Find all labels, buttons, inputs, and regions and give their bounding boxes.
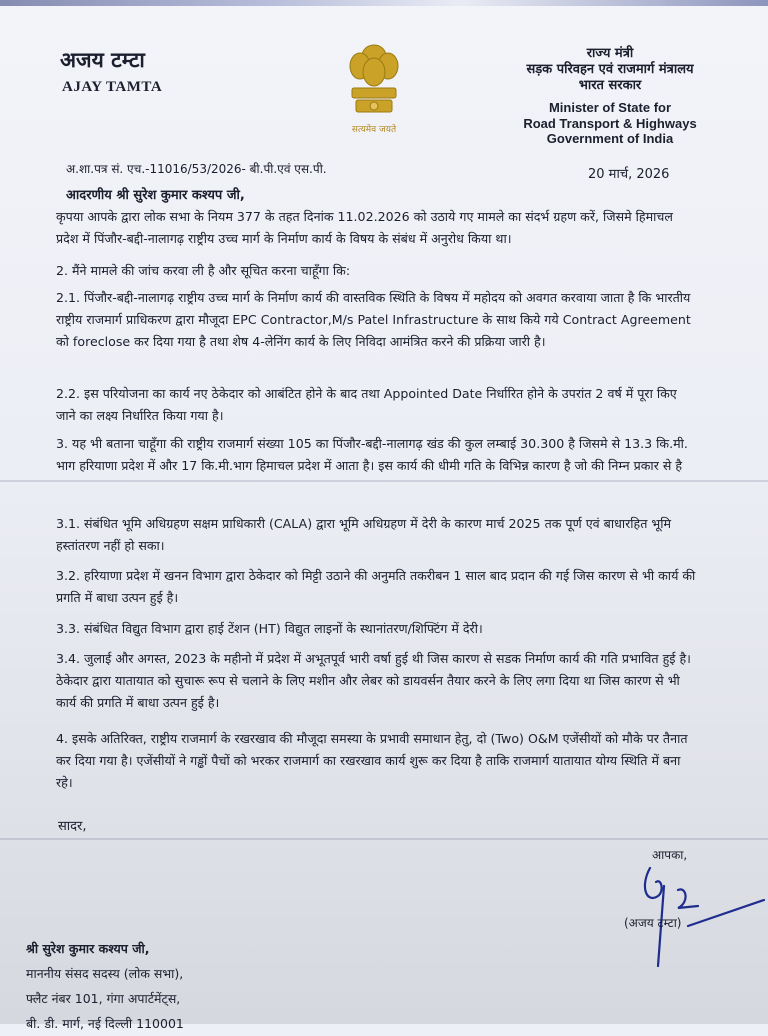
closing: सादर, [58,819,87,834]
paragraph-3-3: 3.3. संबंधित विद्युत विभाग द्वारा हाई टेंशन (HT) विद्युत लाइनों के स्थानांतरण/शिफ्टिंग में देरी। [56,621,483,636]
emblem-caption: सत्यमेव जयते [351,125,397,135]
yours-line: आपका, [652,848,688,862]
paragraph-3-2: 3.2. हरियाणा प्रदेश में खनन विभाग द्वारा ठेकेदार को मिट्टी उठाने की अनुमति तकरीबन 1 साल बाद प्रदान की गई जिस कारण से भी कार्य की प्रगति में बाधा उत्पन हुई है। [56,568,696,605]
minister-name-english: AJAY TAMTA [62,79,163,95]
designation-line: Government of India [546,131,674,146]
designation-line: सड़क परिवहन एवं राजमार्ग मंत्रालय [526,62,694,77]
designation-line: Minister of State for [548,100,672,115]
paragraph-2-2: 2.2. इस परियोजना का कार्य नए ठेकेदार को आबंटित होने के बाद तथा Appointed Date निर्धारित होने के उपरांत 2 वर्ष में पूरा किए जाने का लक्ष्य निर्धारित किया गया है। [56,386,677,423]
salutation: आदरणीय श्री सुरेश कुमार कश्यप जी, [66,188,245,203]
paragraph-3-4: 3.4. जुलाई और अगस्त, 2023 के महीनो में प्रदेश में अभूतपूर्व भारी वर्षा हुई थी जिस कारण से सडक निर्माण कार्य की गति प्रभावित हुई है। ठेकेदार द्वारा यातायात को सुचारू रूप से चलाने के लिए मशीन और लेबर को डायवर्सन तैयार करने के लिए लगा दिया था जिस कारण से भी कार्य की प्रगति में बाधा उत्पन हुई है। [56,651,691,710]
fold-line [0,480,768,482]
designation-line: Road Transport & Highways [523,115,697,131]
paragraph-3-1: 3.1. संबंधित भूमि अधिग्रहण सक्षम प्राधिकारी (CALA) द्वारा भूमि अधिग्रहण में देरी के कारण मार्च 2025 तक पूर्ण एवं बाधारहित भूमि हस्तांतरण नहीं हो सका। [56,516,672,553]
designation-line: राज्य मंत्री [586,46,634,61]
letter-date: 20 मार्च, 2026 [588,167,670,182]
minister-name-hindi: अजय टम्टा [60,48,145,72]
paragraph-3: 3. यह भी बताना चाहूँगा की राष्ट्रीय राजमार्ग संख्या 105 का पिंजौर-बद्दी-नालागढ़ खंड की कुल लम्बाई 30.300 है जिसमे से 13.3 कि.मी. भाग हरियाणा प्रदेश में और 17 कि.मी.भाग हिमाचल प्रदेश में आता है। इस कार्य की धीमी गति के विभिन्न कारण है जो की निम्न प्रकार से है [56,436,688,473]
addressee-line: फ्लैट नंबर 101, गंगा अपार्टमेंट्स, [26,991,181,1006]
addressee-line: बी. डी. मार्ग, नई दिल्ली 110001 [26,1016,184,1031]
addressee-name: श्री सुरेश कुमार कश्यप जी, [26,941,150,956]
signatory-name: (अजय टम्टा) [624,916,682,930]
paragraph-2-1: 2.1. पिंजौर-बद्दी-नालागढ़ राष्ट्रीय उच्च मार्ग के निर्माण कार्य की वास्तविक स्थिति के विषय में महोदय को अवगत करवाया जाता है कि भारतीय राष्ट्रीय राजमार्ग प्राधिकरण द्वारा मौजूदा EPC Contractor,M/s Patel Infrastructure के साथ किये गये Contract Agreement को foreclose कर दिया गया है तथा शेष 4-लेनिंग कार्य के लिए निविदा आमंत्रित करने की प्रक्रिया जारी है। [56,290,691,349]
paragraph-4: 4. इसके अतिरिक्त, राष्ट्रीय राजमार्ग के रखरखाव की मौजूदा समस्या के प्रभावी समाधान हेतु, दो (Two) O&M एजेंसीयों को मौके पर तैनात कर दिया गया है। एजेंसीयों ने गड्ढों पैचों को भरकर राजमार्ग का रखरखाव कार्य शुरू कर दिया है ताकि राजमार्ग यातायात योग्य स्थिति में बना रहे। [56,731,688,790]
addressee-block [26,936,184,1036]
designation-hindi [480,46,740,94]
designation-line: भारत सरकार [578,78,642,93]
fold-line [0,838,768,840]
paragraph-2: 2. मैंने मामले की जांच करवा ली है और सूचित करना चाहूँगा कि: [56,263,351,278]
paragraph-intro: कृपया आपके द्वारा लोक सभा के नियम 377 के तहत दिनांक 11.02.2026 को उठाये गए मामले का संदर्भ ग्रहण करें, जिसमे हिमाचल प्रदेश में पिंजौर-बद्दी-नालागढ़ राष्ट्रीय उच्च मार्ग के निर्माण कार्य के विषय के संबंध में अनुरोध किया था। [56,209,673,246]
designation-english [480,100,740,147]
addressee-line: माननीय संसद सदस्य (लोक सभा), [26,966,184,981]
reference-number: अ.शा.पत्र सं. एच.-11016/53/2026- बी.पी.एवं एस.पी. [66,162,327,176]
